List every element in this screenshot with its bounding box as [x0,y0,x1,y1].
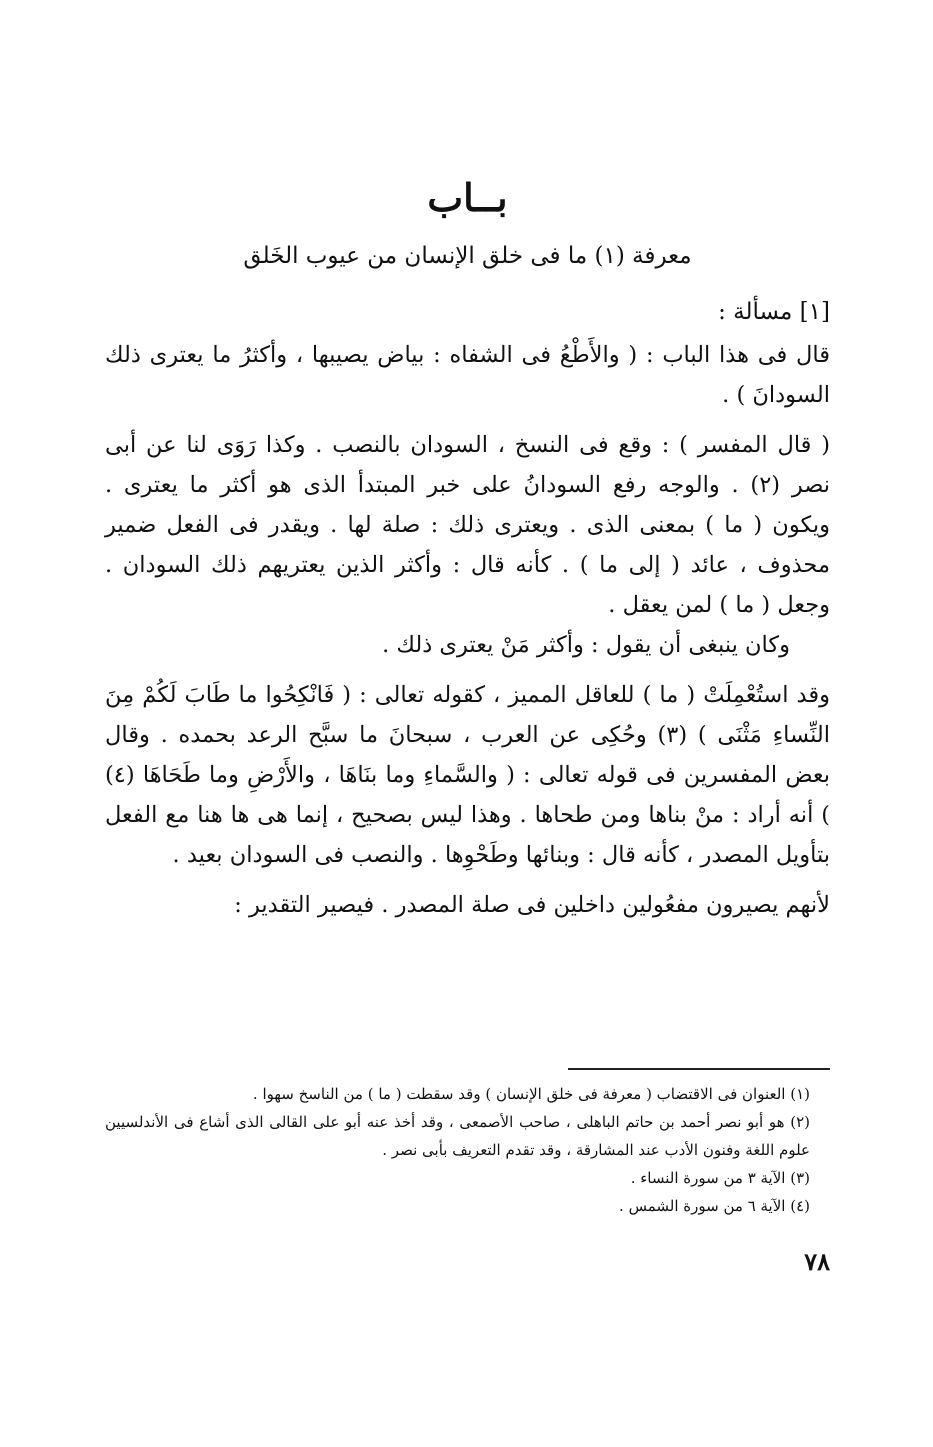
paragraph-4: وقد استُعْمِلَتْ ( ما ) للعاقل المميز ، كقوله تعالى : ( فَانْكِحُوا ما طَابَ لَكُمْ مِنَ النِّساءِ مَثْنَى ) (٣) وحُكِى عن العرب ، سبحانَ ما سبَّح الرعد بحمده . وقال بعض المفسرين فى قوله تعالى : ( والسَّماءِ وما بنَاهَا ، والأَرْضِ وما طَحَاهَا (٤) ) أنه أراد : منْ بناها ومن طحاها . وهذا ليس بصحيح ، إنما هى ها هنا مع الفعل بتأويل المصدر ، كأنه قال : وبنائها وطَحْوِها . والنصب فى السودان بعيد . [105,682,830,868]
book-page [105,0,830,1447]
footnotes [105,1080,830,1220]
page-number: ٧٨ [804,1247,830,1276]
paragraph-3: وكان ينبغى أن يقول : وأكثر مَنْ يعترى ذلك . [382,632,790,658]
footnote-1: (١) العنوان فى الاقتضاب ( معرفة فى خلق الإنسان ) وقد سقطت ( ما ) من الناسخ سهوا . [252,1085,810,1103]
chapter-title: بــاب [427,175,508,220]
footnote-2: (٢) هو أبو نصر أحمد بن حاتم الباهلى ، صاحب الأصمعى ، وقد أخذ عنه أبو على القالى الذى أشاع فى الأندلسيين علوم اللغة وفنون الأدب عند المشارقة ، وقد تقدم التعريف بأبى نصر . [105,1113,810,1159]
paragraph-2: ( قال المفسر ) : وقع فى النسخ ، السودان بالنصب . وكذا رَوَى لنا عن أبى نصر (٢) . والوجه رفع السودانُ على خبر المبتدأ الذى هو أكثر ما يعترى . ويكون ( ما ) بمعنى الذى . ويعترى ذلك : صلة لها . ويقدر فى الفعل ضمير محذوف ، عائد ( إلى ما ) . كأنه قال : وأكثر الذين يعتريهم ذلك السودان . وجعل ( ما ) لمن يعقل . [105,432,831,618]
section-label: [١] مسألة : [718,299,830,325]
body-text [105,335,830,925]
paragraph-1: قال فى هذا الباب : ( والأَطْعُ فى الشفاه : بياض يصيبها ، وأكثرُ ما يعترى ذلك السودانَ ) . [105,342,830,408]
paragraph-5: لأنهم يصيرون مفعُولين داخلين فى صلة المصدر . فيصير التقدير : [234,892,830,918]
footnote-divider [568,1068,830,1070]
chapter-subtitle: معرفة (١) ما فى خلق الإنسان من عيوب الخَلق [243,243,692,269]
footnote-4: (٤) الآية ٦ من سورة الشمس . [619,1197,810,1215]
footnote-3: (٣) الآية ٣ من سورة النساء . [630,1169,810,1187]
